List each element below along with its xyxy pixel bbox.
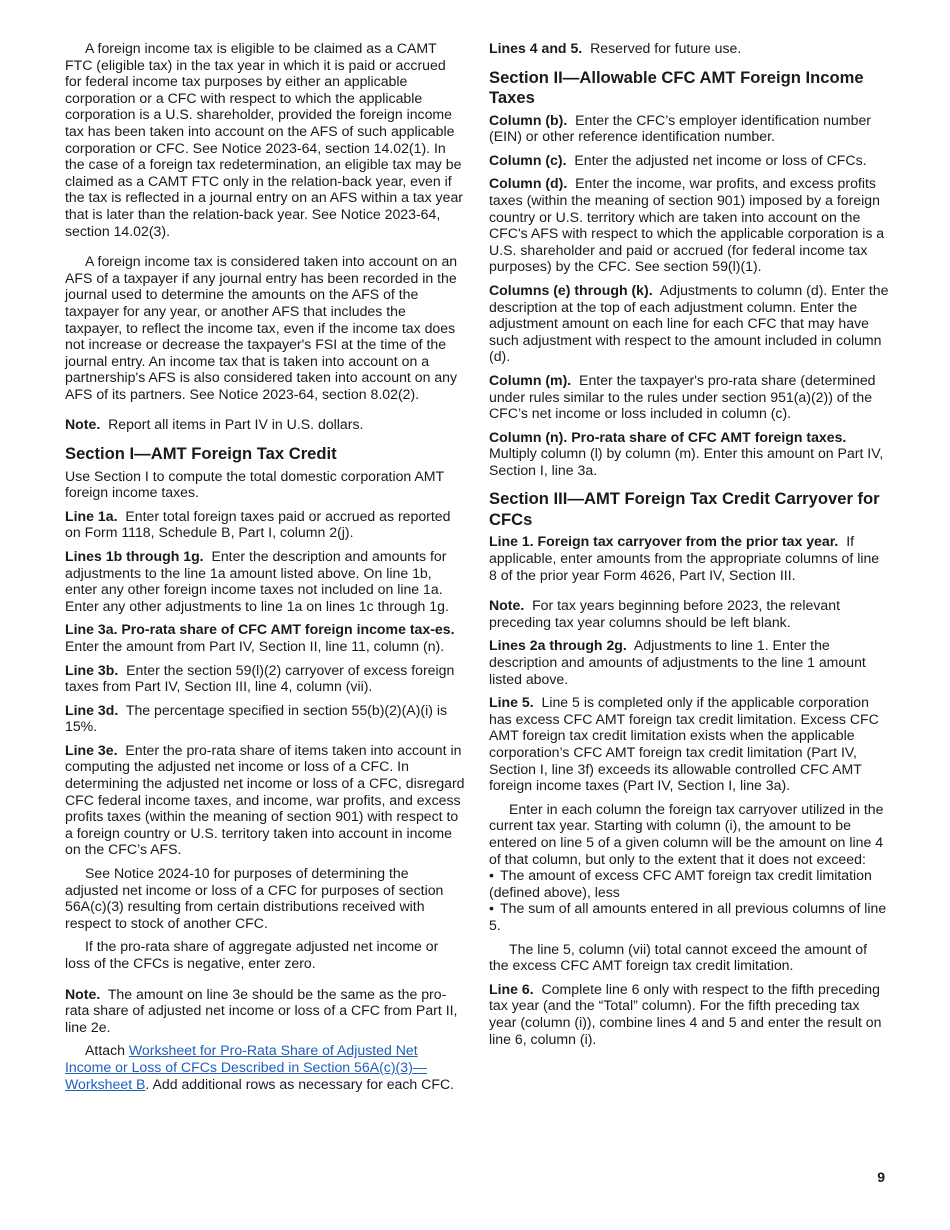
paragraph [65,548,465,614]
paragraph-lead: Note. [65,985,101,1002]
paragraph [65,702,465,735]
paragraph-text: Enter the income, war profits, and excess profits taxes (within the meaning of section 901) imposed by a foreign country or U.S. territory which are taken into account on the CFC's AFS with respect to which the applicable corporation is a U.S. shareholder and paid or accrued (for federal income tax purposes) by the CFC. See section 59(l)(1). [489,175,885,275]
paragraph-lead: Line 5. [489,694,534,711]
paragraph-lead: Line 1a. [65,507,118,524]
paragraph [489,801,889,867]
paragraph-text: Line 5 is completed only if the applicable corporation has excess CFC AMT foreign tax credit limitation. Excess CFC AMT foreign tax credit limitation exists when the applicable corporation’s CFC AMT foreign tax credit limitation (Part IV, Section I, line 3f) exceeds its allowable controlled CFC AMT foreign income taxes (Part IV, Section I, line 3a). [489,694,879,794]
bullet-text: The sum of all amounts entered in all previous columns of line 5. [489,900,887,933]
paragraph-lead: Line 3a. Pro-rata share of CFC AMT foreign income tax-es. [65,621,455,638]
paragraph-lead: Line 3b. [65,661,119,678]
paragraph-text: Enter the pro-rata share of items taken into account in computing the adjusted net income or loss of a CFC. In determining the adjusted net income or loss of a CFC, disregard CFC federal income taxes, and income, war profits, and excess profits taxes (within the meaning of section 901) with respect to a foreign country or U.S. territory taken into account in income on the CFC’s AFS. [65,741,465,858]
paragraph-lead: Column (c). [489,151,567,168]
paragraph-lead: Line 3e. [65,741,118,758]
paragraph [489,112,889,145]
paragraph-lead: Column (m). [489,371,572,388]
paragraph [65,253,465,402]
paragraph-text: A foreign income tax is eligible to be claimed as a CAMT FTC (eligible tax) in the tax year in which it is paid or accrued for federal income tax purposes by either an applicable corporation or a CFC with respect to which the applicable corporation is a U.S. shareholder, provided the foreign income tax has been taken into account on the AFS of such applicable corporation or CFC. See Notice 2023-64, section 14.02(1). In the case of a foreign tax redetermination, an eligible tax may be claimed as a CAMT FTC only in the relation-back year, even if the tax is reflected in a journal entry on an AFS within a tax year that is later than the relation-back year. See Notice 2023-64, section 14.02(3). [65,40,463,239]
paragraph-text: The line 5, column (vii) total cannot exceed the amount of the excess CFC AMT foreign tax credit limitation. [489,940,868,974]
paragraph [65,621,465,654]
paragraph [65,742,465,858]
bullet-icon: • [489,900,494,917]
bullet-item [489,867,889,900]
paragraph-text: Enter the description and amounts for adjustments to the line 1a amount listed above. On line 1b, enter any other foreign income taxes not included on line 1a. Enter any other adjustments to line 1a on lines 1c through 1g. [65,547,449,614]
paragraph-text: Enter the adjusted net income or loss of CFCs. [574,151,867,168]
paragraph-text: Complete line 6 only with respect to the fifth preceding tax year (and the “Total” column). For the fifth preceding tax year (column (i)), combine lines 4 and 5 and enter the result on line 6, column (i). [489,980,882,1047]
paragraph [65,416,465,433]
paragraph [489,175,889,275]
paragraph-text: A foreign income tax is considered taken into account on an AFS of a taxpayer if any journal entry has been recorded in the journal used to determine the amounts on the AFS of the taxpayer for any year, or another AFS that includes the taxpayer, to reflect the income tax, even if the income tax does not increase or decrease the taxpayer's FSI at the time of the journal entry. An income tax that is taken into account on a partnership's AFS is also considered taken into account on any AFS of its partners. See Notice 2023-64, section 8.02(2). [65,253,458,402]
page-number: 9 [877,1169,885,1185]
section-heading: Section I—AMT Foreign Tax Credit [65,444,337,464]
paragraph [489,941,889,974]
paragraph-text: Enter the section 59(l)(2) carryover of excess foreign taxes from Part IV, Section III, line 4, column (vii). [65,661,455,695]
paragraph-lead: Line 3d. [65,701,119,718]
right-column [489,40,889,1054]
paragraph-lead: Column (d). [489,175,568,192]
section-heading: Section II—Allowable CFC AMT Foreign Income Taxes [489,67,864,108]
paragraph-text: Reserved for future use. [590,40,742,56]
paragraph [489,637,889,687]
paragraph [489,981,889,1047]
paragraph [489,40,889,57]
paragraph-lead: Column (b). [489,111,568,128]
paragraph-lead: Lines 2a through 2g. [489,637,627,654]
paragraph [489,694,889,794]
worksheet-b-link[interactable]: Worksheet for Pro-Rata Share of Adjusted Net Income or Loss of CFCs Described in Section 56A(c)(3)—Worksheet B [65,1042,427,1092]
paragraph-text: Enter the CFC’s employer identification number (EIN) or other reference identification number. [489,111,871,145]
paragraph-lead: Columns (e) through (k). [489,281,653,298]
paragraph-lead: Note. [489,597,525,614]
paragraph [65,662,465,695]
paragraph-text: For tax years beginning before 2023, the relevant preceding tax year columns should be left blank. [489,597,840,630]
paragraph-text: Enter the taxpayer's pro-rata share (determined under rules similar to the rules under section 951(a)(2)) of the CFC’s net income or loss included in column (c). [489,371,876,422]
paragraph-text: The percentage specified in section 55(b)(2)(A)(i) is 15%. [65,701,448,735]
paragraph-text: Use Section I to compute the total domestic corporation AMT foreign income taxes. [65,467,444,501]
paragraph [489,282,889,365]
paragraph-text: Attach [85,1042,129,1059]
paragraph [489,429,889,479]
paragraph-text: See Notice 2024-10 for purposes of determining the adjusted net income or loss of a CFC for purposes of section 56A(c)(3) resulting from certain distributions received with respect to stock of another CFC. [65,865,444,931]
paragraph-lead: Lines 1b through 1g. [65,547,204,564]
bullet-text: The amount of excess CFC AMT foreign tax credit limitation (defined above), less [489,867,872,900]
bullet-item [489,900,889,933]
paragraph-lead: Line 6. [489,980,534,997]
paragraph-lead: Note. [65,416,101,433]
paragraph-lead: Column (n). Pro-rata share of CFC AMT foreign taxes. [489,428,847,445]
section-heading: Section III—AMT Foreign Tax Credit Carryover for CFCs [489,489,880,529]
paragraph-text: Adjustments to line 1. Enter the description and amounts of adjustments to the line 1 amount listed above. [489,637,866,687]
paragraph [65,938,465,971]
paragraph-text: If the pro-rata share of aggregate adjusted net income or loss of the CFCs is negative, enter zero. [65,938,439,971]
paragraph [489,597,889,630]
paragraph [65,40,465,239]
paragraph [489,372,889,422]
paragraph-text: The amount on line 3e should be the same as the pro-rata share of adjusted net income or loss of a CFC from Part II, line 2e. [65,985,458,1035]
paragraph [489,152,889,169]
paragraph [65,986,465,1036]
paragraph-lead: Lines 4 and 5. [489,40,583,56]
paragraph [65,468,465,501]
paragraph-text: Report all items in Part IV in U.S. dollars. [108,416,364,433]
paragraph-text: Multiply column (l) by column (m). Enter this amount on Part IV, Section I, line 3a. [489,445,884,478]
paragraph-text: Enter the amount from Part IV, Section II, line 11, column (n). [65,637,445,654]
bullet-icon: • [489,867,494,884]
paragraph-text: Enter total foreign taxes paid or accrued as reported on Form 1118, Schedule B, Part I, column 2(j). [65,507,451,541]
paragraph-text: . Add additional rows as necessary for each CFC. [145,1075,455,1092]
paragraph-text: Enter in each column the foreign tax carryover utilized in the current tax year. Starting with column (i), the amount to be entered on line 5 of a given column will be the amount on line 4 of that column, but only to the extent that it does not exceed: [489,800,884,867]
paragraph-text: Adjustments to column (d). Enter the description at the top of each adjustment column. Enter the adjustment amount on each line for each CFC that may have such adjustment with respect to the amount included in column (d). [489,281,889,365]
paragraph-lead: Line 1. Foreign tax carryover from the prior tax year. [489,533,839,550]
paragraph-text: If applicable, enter amounts from the appropriate columns of line 8 of the prior year Form 4626, Part IV, Section III. [489,533,880,583]
paragraph [65,1042,465,1092]
paragraph [65,865,465,931]
paragraph [489,533,889,583]
paragraph [65,508,465,541]
left-column [65,40,465,1099]
